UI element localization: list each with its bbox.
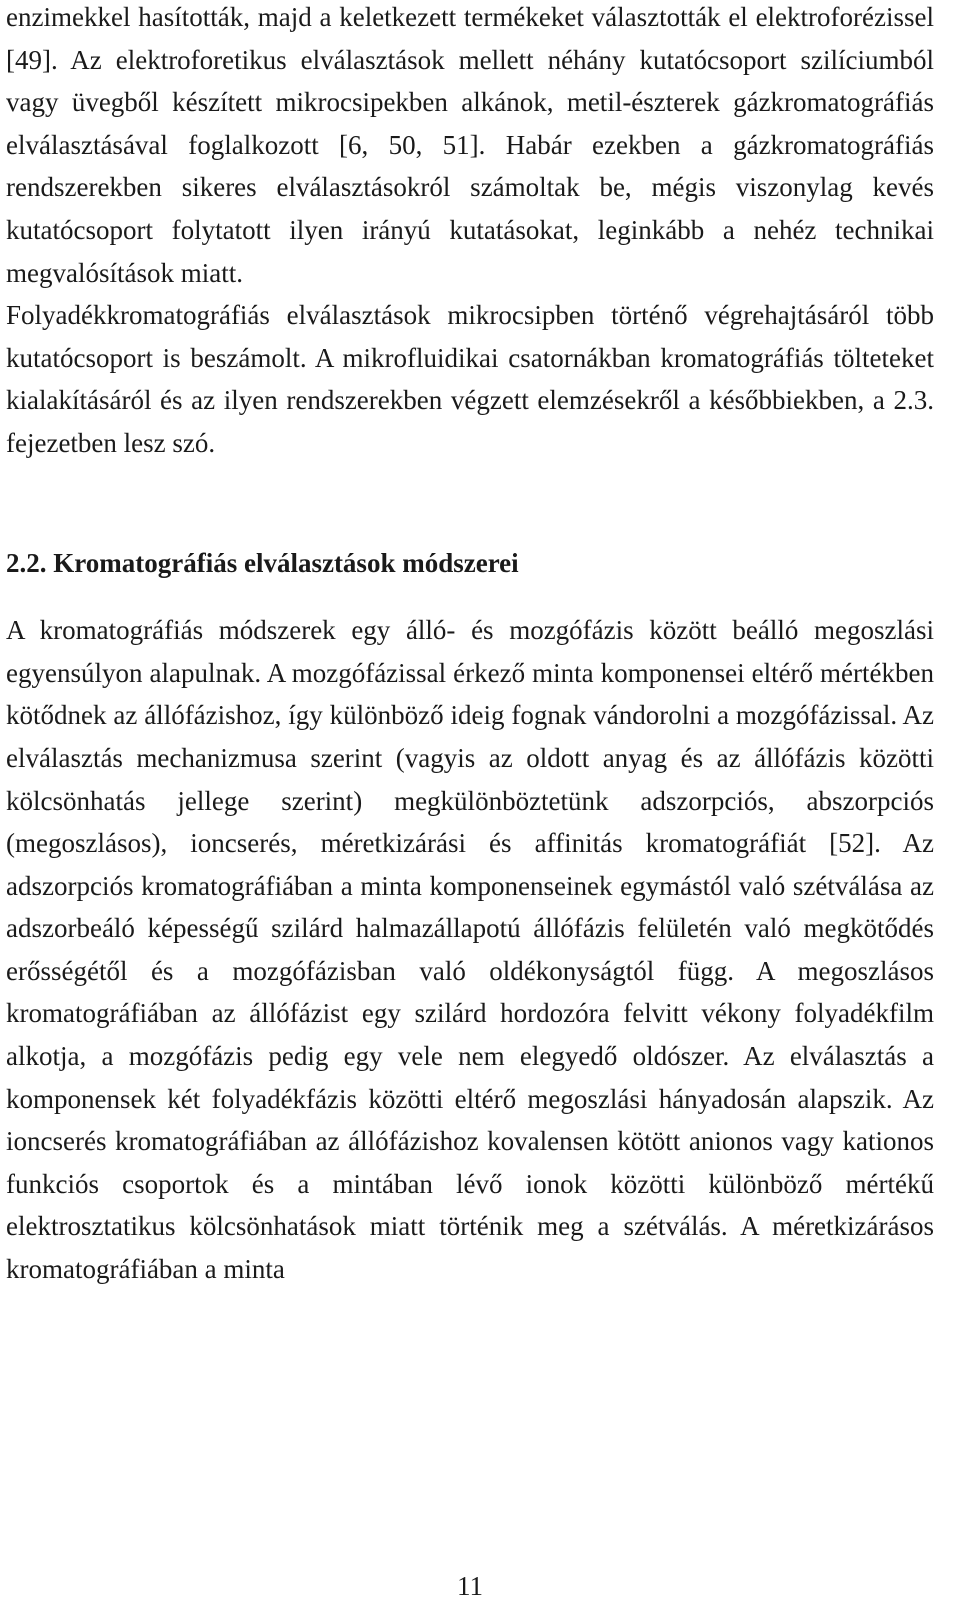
paragraph-liquid-chromatography: Folyadékkromatográfiás elválasztások mikrocsipben történő végrehajtásáról több kutatócsoport is beszámolt. A mikrofluidikai csatornákban kromatográfiás tölteteket kialakításáról és az ilyen rendszerekben végzett elemzésekről a későbbiekben, a 2.3. fejezetben lesz szó.	[6, 300, 934, 458]
paragraph-electrophoresis: enzimekkel hasították, majd a keletkezett termékeket választották el elektroforézissel [49]. Az elektroforetikus elválasztások mellett néhány kutatócsoport szilíciumból vagy üvegből készített mikrocsipekben alkánok, metil-észterek gázkromatográfiás elválasztásával foglalkozott [6, 50, 51]. Habár ezekben a gázkromatográfiás rendszerekben sikeres elválasztásokról számoltak be, mégis viszonylag kevés kutatócsoport folytatott ilyen irányú kutatásokat, leginkább a nehéz technikai megvalósítások miatt.	[6, 2, 934, 288]
paragraph-chromatography-methods: A kromatográfiás módszerek egy álló- és mozgófázis között beálló megoszlási egyensúlyon alapulnak. A mozgófázissal érkező minta komponensei eltérő mértékben kötődnek az állófázishoz, így különböző ideig fognak vándorolni a mozgófázissal. Az elválasztás mechanizmusa szerint (vagyis az oldott anyag és az állófázis közötti kölcsönhatás jellege szerint) megkülönböztetünk adszorpciós, abszorpciós (megoszlásos), ioncserés, méretkizárási és affinitás kromatográfiát [52]. Az adszorpciós kromatográfiában a minta komponenseinek egymástól való szétválása az adszorbeáló képességű szilárd halmazállapotú állófázis felületén való megkötődés erősségétől és a mozgófázisban való oldékonyságtól függ. A megoszlásos kromatográfiában az állófázist egy szilárd hordozóra felvitt vékony folyadékfilm alkotja, a mozgófázis pedig egy vele nem elegyedő oldószer. Az elválasztás a komponensek két folyadékfázis közötti eltérő megoszlási hányadosán alapszik. Az ioncserés kromatográfiában az állófázishoz kovalensen kötött anionos vagy kationos funkciós csoportok és a mintában lévő ionok közötti különböző mértékű elektrosztatikus kölcsönhatások miatt történik meg a szétválás. A méretkizárásos kromatográfiában a minta	[6, 615, 934, 1285]
page-number: 11	[457, 1571, 483, 1601]
document-page	[6, 0, 934, 1291]
section-heading: 2.2. Kromatográfiás elválasztások módszerei	[6, 547, 519, 578]
